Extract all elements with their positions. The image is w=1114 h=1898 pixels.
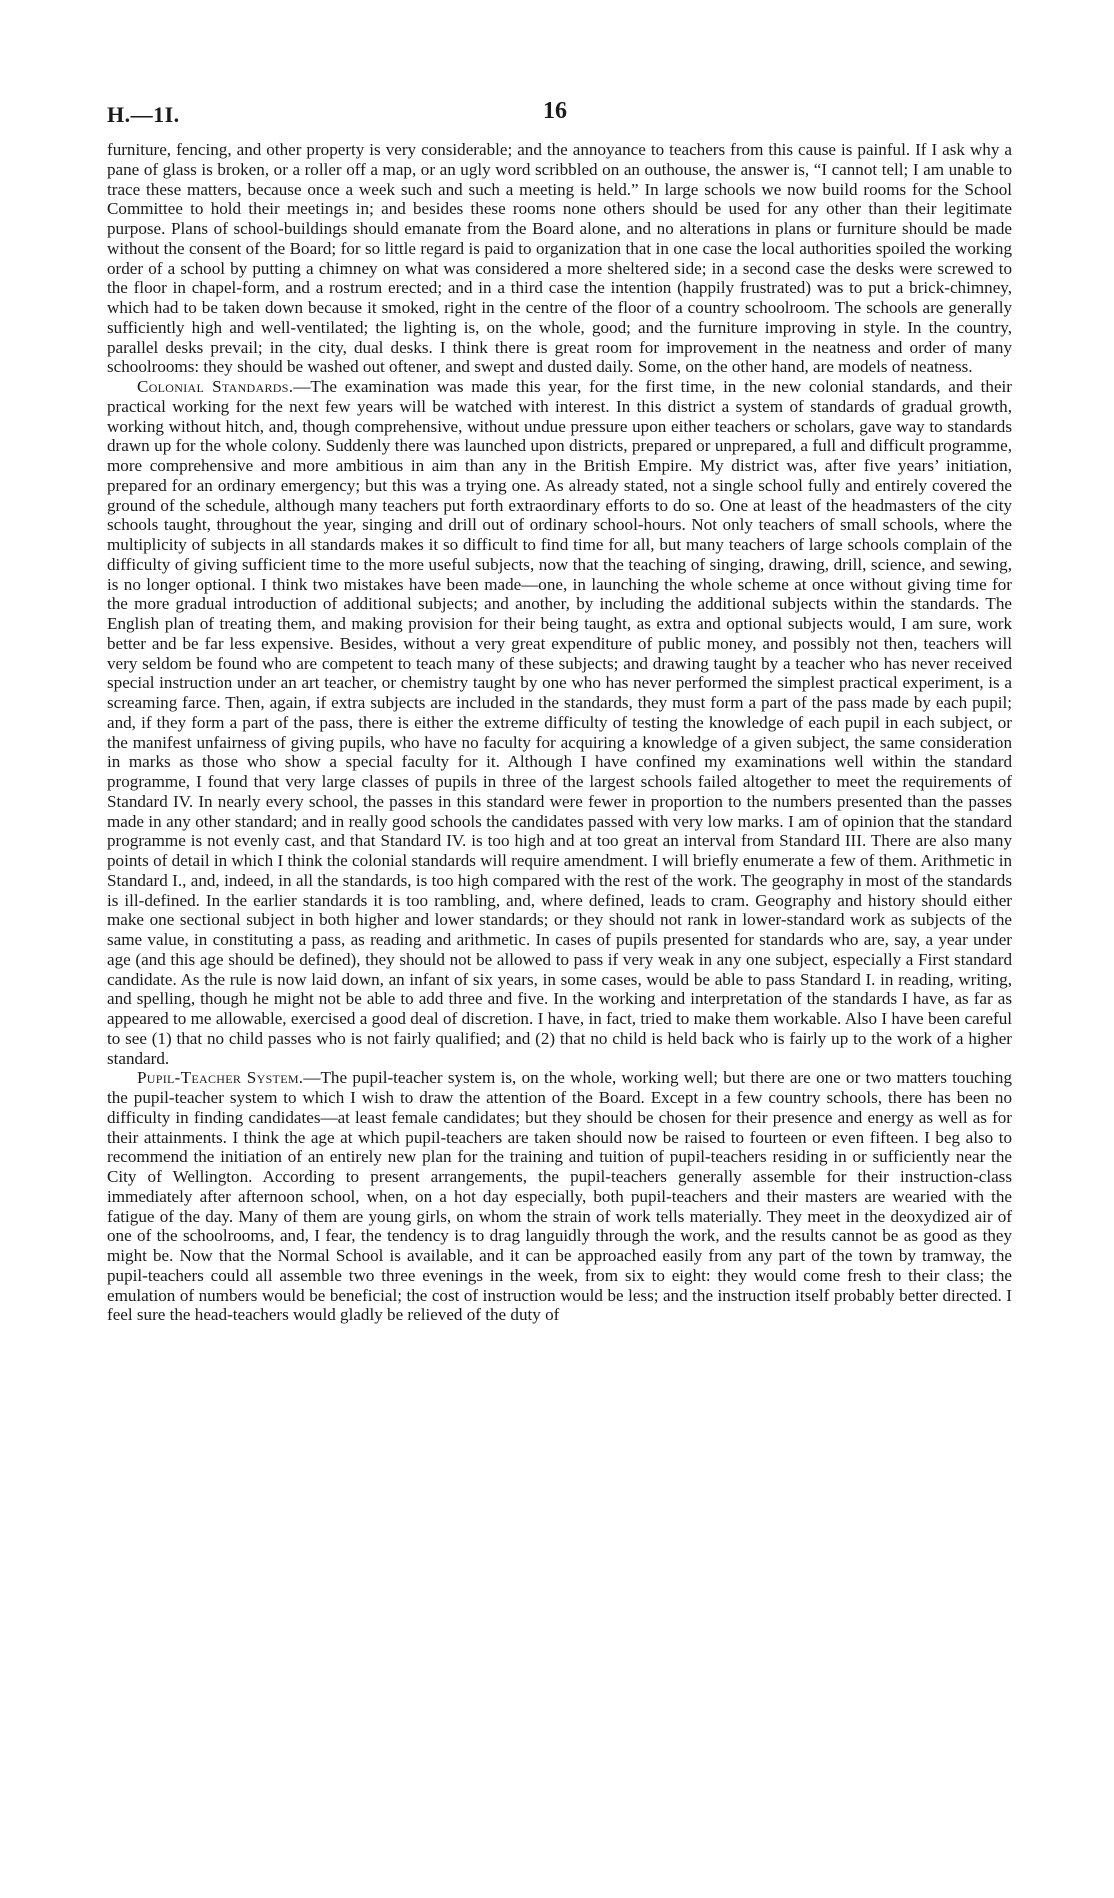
document-page [107, 98, 1012, 1325]
paragraph-pupil-teacher-system [107, 1068, 1012, 1325]
running-header [107, 98, 1012, 132]
section-heading: Colonial Standards. [137, 377, 294, 396]
paragraph-text: —The pupil-teacher system is, on the whole, working well; but there are one or two matters touching the pupil-teacher system to which I wish to draw the attention of the Board. Except in a few country schools, there has been no difficulty in finding candidates—at least female candidates; but they should be chosen for their presence and energy as well as for their attainments. I think the age at which pupil-teachers are taken should now be raised to fourteen or even fifteen. I beg also to recommend the initiation of an entirely new plan for the training and tuition of pupil-teachers residing in or sufficiently near the City of Wellington. According to present arrangements, the pupil-teachers generally assemble for their instruction-class immediately after afternoon school, when, on a hot day especially, both pupil-teachers and their masters are wearied with the fatigue of the day. Many of them are young girls, on whom the strain of work tells materially. They meet in the deoxydized air of one of the schoolrooms, and, I fear, the tendency is to drag languidly through the work, and the results cannot be as good as they might be. Now that the Normal School is available, and it can be approached easily from any part of the town by tramway, the pupil-teachers could all assemble two three evenings in the week, from six to eight: they would come fresh to their class; the emulation of numbers would be beneficial; the cost of instruction would be less; and the instruction itself probably better directed. I feel sure the head-teachers would gladly be relieved of the duty of [107, 1068, 1012, 1325]
paragraph-furniture [107, 140, 1012, 377]
document-code: H.—1I. [107, 102, 180, 127]
section-heading: Pupil-Teacher System. [137, 1068, 304, 1088]
paragraph-colonial-standards [107, 377, 1012, 1068]
page-number: 16 [543, 98, 567, 124]
paragraph-text: furniture, fencing, and other property is very considerable; and the annoyance to teachers from this cause is painful. If I ask why a pane of glass is broken, or a roller off a map, or an ugly word scribbled on an outhouse, the answer is, “I cannot tell; I am unable to trace these matters, because once a week such and such a meeting is held.” In large schools we now build rooms for the School Committee to hold their meetings in; and besides these rooms none others should be used for any other than their legitimate purpose. Plans of school-buildings should emanate from the Board alone, and no alterations in plans or furniture should be made without the consent of the Board; for so little regard is paid to organization that in one case the local authorities spoiled the working order of a school by putting a chimney on what was considered a more sheltered side; in a second case the desks were screwed to the floor in chapel-form, and a rostrum erected; and in a third case the intention (happily frustrated) was to put a brick-chimney, which had to be taken down because it smoked, right in the centre of the floor of a country schoolroom. The schools are generally sufficiently high and well-ventilated; the lighting is, on the whole, good; and the furniture improving in style. In the country, parallel desks prevail; in the city, dual desks. I think there is great room for improvement in the neatness and order of many schoolrooms: they should be washed out oftener, and swept and dusted daily. Some, on the other hand, are models of neatness. [107, 140, 1012, 377]
paragraph-text: —The examination was made this year, for the first time, in the new colonial standards, and their practical working for the next few years will be watched with interest. In this district a system of standards of gradual growth, working without hitch, and, though comprehensive, without undue pressure upon either teachers or scholars, gave way to standards drawn up for the whole colony. Suddenly there was launched upon districts, prepared or unprepared, a full and difficult programme, more comprehensive and more ambitious in aim than any in the British Empire. My district was, after five years’ initiation, prepared for an ordinary emergency; but this was a trying one. As already stated, not a single school fully and entirely covered the ground of the schedule, although many teachers put forth extraordinary efforts to do so. One at least of the headmasters of the city schools taught, throughout the year, singing and drill out of ordinary school-hours. Not only teachers of small schools, where the multiplicity of subjects in all standards makes it so difficult to find time for all, but many teachers of large schools complain of the difficulty of giving sufficient time to the more useful subjects, now that the teaching of singing, drawing, drill, science, and sewing, is no longer optional. I think two mistakes have been made—one, in launching the whole scheme at once without giving time for the more gradual introduction of additional subjects; and another, by including the additional subjects within the standards. The English plan of treating them, and making provision for their being taught, as extra and optional subjects would, I am sure, work better and be far less expensive. Besides, without a very great expenditure of public money, and possibly not then, teachers will very seldom be found who are competent to teach many of these subjects; and drawing taught by a teacher who has never received special instruction under an art teacher, or chemistry taught by one who has never performed the simplest practical experiment, is a screaming farce. Then, again, if extra subjects are included in the standards, they must form a part of the pass made by each pupil; and, if they form a part of the pass, there is either the extreme difficulty of testing the knowledge of each pupil in each subject, or the manifest unfairness of giving pupils, who have no faculty for acquiring a knowledge of a given subject, the same consideration in marks as those who show a special faculty for it. Although I have confined my examinations well within the standard programme, I found that very large classes of pupils in three of the largest schools failed altogether to meet the requirements of Standard IV. In nearly every school, the passes in this standard were fewer in proportion to the numbers presented than the passes made in any other standard; and in really good schools the candidates passed with very low marks. I am of opinion that the standard programme is not evenly cast, and that Standard IV. is too high and at too great an interval from Standard III. There are also many points of detail in which I think the colonial standards will require amendment. I will briefly enumerate a few of them. Arithmetic in Standard I., and, indeed, in all the standards, is too high compared with the rest of the work. The geography in most of the standards is ill-defined. In the earlier standards it is too rambling, and, where defined, leads to cram. Geography and history should either make one sectional subject in both higher and lower standards; or they should not rank in lower-standard work as subjects of the same value, in constituting a pass, as reading and arithmetic. In cases of pupils presented for standards who are, say, a year under age (and this age should be defined), they should not be allowed to pass if very weak in any one subject, especially a First standard candidate. As the rule is now laid down, an infant of six years, in some cases, would be able to pass Standard I. in reading, writing, and spelling, though he might not be able to add three and five. In the working and interpretation of the standards I have, as far as appeared to me allowable, exercised a good deal of discretion. I have, in fact, tried to make them workable. Also I have been careful to see (1) that no child passes who is not fairly qualified; and (2) that no child is held back who is fairly up to the work of a higher standard. [107, 377, 1012, 1068]
